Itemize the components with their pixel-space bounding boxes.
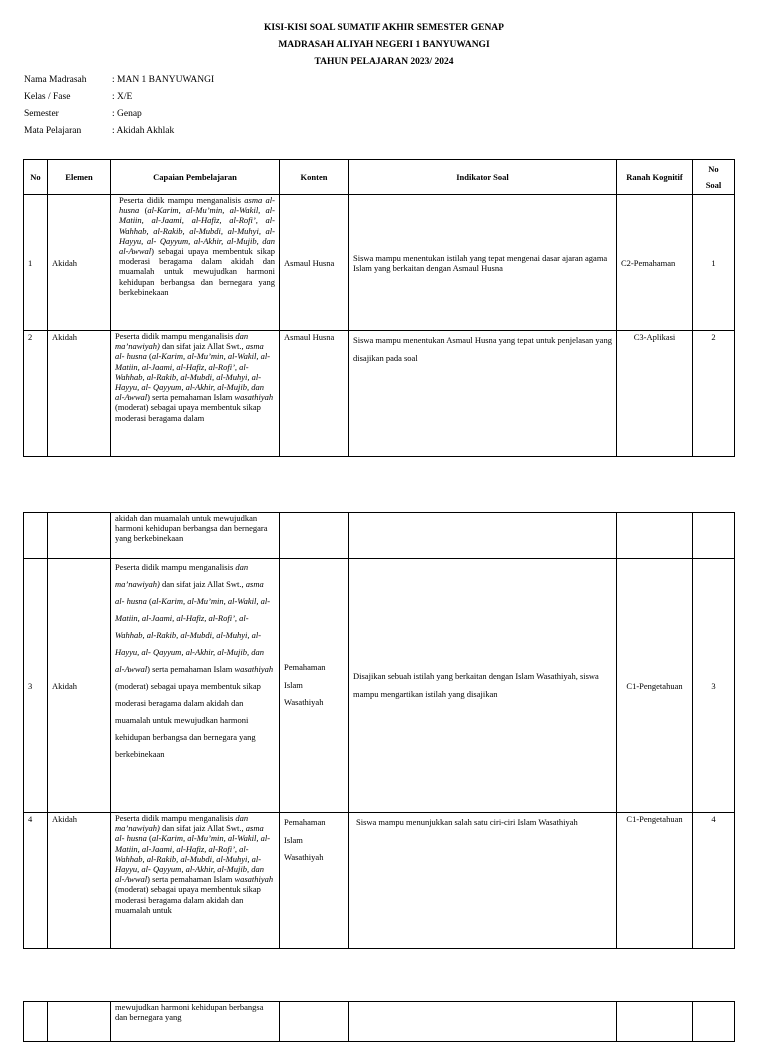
nosoal-label-1: No [708,164,719,174]
cell-nosoal [693,513,735,559]
cell-konten: Asmaul Husna [280,331,349,457]
cell-indikator [349,513,617,559]
cell-konten [280,813,349,949]
capaian-italic: asma al- husna [115,823,264,844]
cell-no [24,1002,48,1042]
cell-ranah: C2-Pemahaman [617,195,693,331]
table-row [24,331,735,457]
capaian-italic: dan ma’nawiyah) [115,331,249,352]
cell-capaian [111,559,280,813]
cell-ranah: C3-Aplikasi [617,331,693,457]
konten-line: Pemahaman [284,662,326,673]
cell-nosoal: 1 [693,195,735,331]
nosoal-label-2: Soal [705,180,722,190]
capaian-text: ) serta pemahaman Islam [147,664,235,674]
capaian-text: Peserta didik mampu menganalisis [119,195,241,205]
cell-konten: Asmaul Husna [280,195,349,331]
cell-elemen [48,1002,111,1042]
cell-ranah: C1-Pengetahuan [617,559,693,813]
capaian-text: dan sifat jaiz Allat Swt., [159,579,246,589]
cell-capaian: mewujudkan harmoni kehidupan berbangsa dan bernegara yang [111,1002,280,1042]
col-header-ranah: Ranah Kognitif [617,160,693,195]
cell-nosoal [693,1002,735,1042]
cell-ranah [617,1002,693,1042]
cell-konten [280,513,349,559]
cell-indikator: Disajikan sebuah istilah yang berkaitan dengan Islam Wasathiyah, siswa mampu mengartikan istilah yang disajikan [349,559,617,813]
capaian-text: (moderat) sebagai upaya membentuk sikap moderasi beragama dalam akidah dan muamalah untuk mewujudkan harmoni kehidupan berbangsa dan bernegara yang berkebinekaan [115,681,261,759]
kisi-kisi-table-continued [23,512,735,949]
capaian-italic: dan ma’nawiyah) [115,562,249,589]
table-row [24,559,735,813]
capaian-italic: al-Karim, al-Mu’min, al-Wakil, al-Matiin, al-Jaami, al-Hafiz, al-Rofi’, al- Wahhab, al-Rakib, al-Mubdi, al-Muhyi, al-Hayyu, al- Qayyum, al-Akhir, al-Mujib, dan al-Awwal [115,351,271,403]
col-header-indikator: Indikator Soal [349,160,617,195]
capaian-italic: wasathiyah [234,664,274,674]
capaian-text: ( [146,351,152,362]
capaian-text: ( [146,833,152,844]
capaian-text: ( [146,596,152,606]
table-row [24,195,735,331]
capaian-text: ( [139,205,148,216]
cell-elemen: Akidah [48,559,111,813]
capaian-text: Peserta didik mampu menganalisis [115,813,234,823]
capaian-text: (moderat) sebagai upaya membentuk sikap moderasi beragama dalam [115,402,261,423]
cell-indikator [349,1002,617,1042]
konten-line: Wasathiyah [284,697,324,708]
capaian-italic: asma al- husna [119,195,275,216]
capaian-italic: al-Karim, al-Mu’min, al-Wakil, al-Matiin, al-Jaami, al-Hafiz, al-Rofi’, al-Wahhab, al-Rakib, al-Mubdi, al-Muhyi, al-Hayyu, al- Qayyum, al-Akhir, al-Mujib, dan al-Awwal [119,205,275,257]
capaian-italic: dan ma’nawiyah) [115,813,249,834]
capaian-text: (moderat) sebagai upaya membentuk sikap moderasi beragama dalam akidah dan muamalah untuk [115,884,261,915]
capaian-text: ) serta pemahaman Islam [147,392,235,403]
document-header [0,20,768,71]
info-label: Nama Madrasah [24,75,87,85]
cell-konten [280,559,349,813]
table-row-continuation [24,1002,735,1042]
cell-nosoal: 3 [693,559,735,813]
cell-ranah: C1-Pengetahuan [617,813,693,949]
capaian-italic: wasathiyah [234,392,274,403]
cell-no: 2 [24,331,48,457]
capaian-italic: wasathiyah [234,874,274,885]
cell-elemen: Akidah [48,195,111,331]
col-header-nosoal [693,160,735,195]
cell-no: 1 [24,195,48,331]
cell-indikator: Siswa mampu menunjukkan salah satu ciri-ciri Islam Wasathiyah [349,813,617,949]
info-row-semester [24,106,214,123]
cell-ranah [617,513,693,559]
col-header-konten: Konten [280,160,349,195]
info-row-madrasah [24,72,214,89]
col-header-capaian: Capaian Pembelajaran [111,160,280,195]
cell-nosoal: 2 [693,331,735,457]
cell-konten [280,1002,349,1042]
table-row-continuation [24,513,735,559]
capaian-italic: al-Karim, al-Mu’min, al-Wakil, al-Matiin, al-Jaami, al-Hafiz, al-Rofi’, al- Wahhab, al-Rakib, al-Mubdi, al-Muhyi, al-Hayyu, al- Qayyum, al-Akhir, al-Mujib, dan al-Awwal [115,596,271,674]
info-row-kelas [24,89,214,106]
cell-capaian [111,195,280,331]
cell-capaian [111,813,280,949]
konten-line: Wasathiyah [284,852,324,862]
konten-line: Pemahaman [284,817,326,827]
school-name: MADRASAH ALIYAH NEGERI 1 BANYUWANGI [278,40,490,50]
cell-no [24,513,48,559]
info-label: Kelas / Fase [24,92,71,102]
info-label: Mata Pelajaran [24,126,82,136]
cell-indikator: Siswa mampu menentukan istilah yang tepat mengenai dasar ajaran agama Islam yang berkaitan dengan Asmaul Husna [349,195,617,331]
col-header-no: No [24,160,48,195]
capaian-text: Peserta didik mampu menganalisis [115,331,234,341]
cell-elemen: Akidah [48,331,111,457]
cell-no: 3 [24,559,48,813]
academic-year: TAHUN PELAJARAN 2023/ 2024 [314,57,454,67]
kisi-kisi-table-page3 [23,1001,735,1042]
info-label: Semester [24,109,59,119]
info-value: : MAN 1 BANYUWANGI [112,75,215,85]
info-row-mapel [24,123,214,140]
table-header-row [24,160,735,195]
cell-nosoal: 4 [693,813,735,949]
capaian-text: ) sebagai upaya membentuk sikap moderasi beragama dalam akidah dan muamalah untuk mewujudkan harmoni kehidupan berbangsa dan bernegara yang berkebinekaan [119,246,275,297]
info-block [24,72,214,140]
cell-elemen [48,513,111,559]
info-value: : Akidah Akhlak [112,126,175,136]
cell-no: 4 [24,813,48,949]
capaian-italic: asma al- husna [115,579,264,606]
capaian-italic: asma al- husna [115,341,264,362]
info-value: : X/E [112,92,133,102]
info-value: : Genap [112,109,142,119]
cell-indikator: Siswa mampu menentukan Asmaul Husna yang tepat untuk penjelasan yang disajikan pada soal [349,331,617,457]
cell-elemen: Akidah [48,813,111,949]
konten-line: Islam [284,834,303,845]
konten-line: Islam [284,679,303,690]
capaian-text: Peserta didik mampu menganalisis [115,562,234,572]
cell-capaian [111,331,280,457]
capaian-text: dan sifat jaiz Allat Swt., [159,341,246,352]
table-row [24,813,735,949]
col-header-elemen: Elemen [48,160,111,195]
capaian-italic: al-Karim, al-Mu’min, al-Wakil, al-Matiin, al-Jaami, al-Hafiz, al-Rofi’, al- Wahhab, al-Rakib, al-Mubdi, al-Muhyi, al-Hayyu, al- Qayyum, al-Akhir, al-Mujib, dan al-Awwal [115,833,271,885]
kisi-kisi-table [23,159,735,457]
capaian-text: dan sifat jaiz Allat Swt., [159,823,246,834]
document-title: KISI-KISI SOAL SUMATIF AKHIR SEMESTER GENAP [264,23,504,33]
cell-capaian: akidah dan muamalah untuk mewujudkan harmoni kehidupan berbangsa dan bernegara yang berkebinekaan [111,513,280,559]
capaian-text: ) serta pemahaman Islam [147,874,235,885]
